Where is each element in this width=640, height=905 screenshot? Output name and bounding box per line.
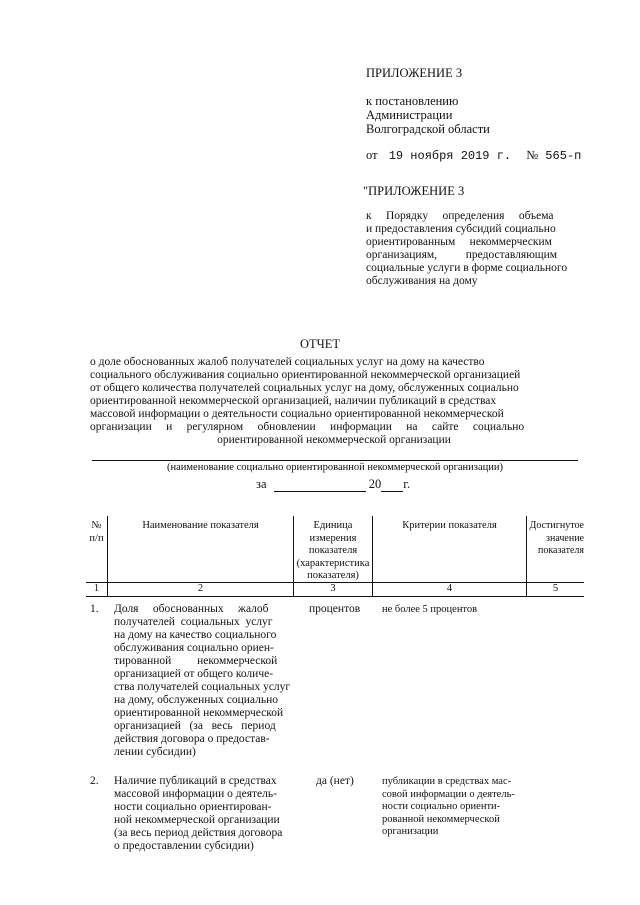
row-2-criteria-line: публикации в средствах мас- <box>382 776 512 787</box>
row-1-name-line: ориентированной некоммерческой <box>114 707 284 719</box>
appendix-3-quoted-title: "ПРИЛОЖЕНИЕ 3 <box>363 184 465 198</box>
header-name: Наименование показателя <box>142 520 259 531</box>
row-2-num: 2. <box>90 775 99 787</box>
row-1-name-line: на дому на качество социального <box>114 629 277 641</box>
row-2-name-line: массовой информации о деятель- <box>114 788 277 800</box>
subtitle-line: ориентированной некоммерческой организацией, наличии публикаций в средствах <box>90 395 497 407</box>
header-achieved-line: значение <box>546 532 584 544</box>
col-number: 4 <box>446 583 453 594</box>
header-unit-line: измерения <box>309 532 357 544</box>
row-1-num: 1. <box>90 603 99 615</box>
header-unit <box>294 520 372 583</box>
row-2-name-line: (за весь период действия договора <box>114 827 283 839</box>
resolution-date-line <box>366 148 581 163</box>
order-reference <box>366 210 578 288</box>
resolution-line: Администрации <box>366 108 453 122</box>
subtitle-line: от общего количества получателей социальных услуг на дому, обслуженных социально <box>90 382 519 394</box>
header-unit-line: показателя <box>308 545 358 556</box>
report-table-header <box>86 516 584 596</box>
report-period <box>256 477 410 492</box>
row-2-name-line: о предоставлении субсидии) <box>114 840 254 852</box>
col-number: 3 <box>330 583 336 594</box>
row-2-criteria-line: ности социально ориенти- <box>382 801 501 812</box>
subtitle-line: ориентированной некоммерческой организации <box>217 434 451 446</box>
header-unit-line: (характеристика <box>296 557 370 569</box>
row-2-criteria <box>382 776 515 839</box>
order-line: и предоставления субсидий социально <box>366 223 556 235</box>
header-achieved <box>528 520 584 558</box>
subtitle-line: социального обслуживания социально ориентированной некоммерческой организацией <box>90 369 521 381</box>
row-1-name <box>114 603 291 759</box>
number-value: 565-п <box>545 149 582 163</box>
row-2-criteria-line: рованной некоммерческой <box>382 813 500 825</box>
order-line: социальные услуги в форме социального <box>366 262 568 274</box>
col-number: 2 <box>197 583 204 594</box>
header-unit-line: показателя) <box>307 570 359 581</box>
org-name-caption: (наименование социально ориентированной некоммерческой организации) <box>167 462 503 473</box>
order-line: обслуживания на дому <box>366 275 478 287</box>
row-divider <box>86 596 584 597</box>
row-1-name-line: лении субсидии) <box>114 746 196 758</box>
row-1-name-line: Доля обоснованных жалоб <box>114 603 269 615</box>
subtitle-line: организации и регулярном обновлении информации на сайте социально <box>90 421 525 433</box>
col-number: 1 <box>93 583 100 594</box>
header-unit-line: Единица <box>313 520 353 531</box>
header-num-line: п/п <box>89 532 104 544</box>
period-year-blank <box>381 477 403 492</box>
row-2-name-line: ности социально ориентирован- <box>114 801 272 813</box>
org-name-line <box>92 460 578 461</box>
report-subtitle <box>90 356 578 447</box>
row-1-name-line: организацией (за весь период <box>114 720 276 732</box>
header-num-line: № <box>91 520 102 531</box>
row-1-name-line: организацией от общего количе- <box>114 668 274 680</box>
appendix-3-title: ПРИЛОЖЕНИЕ 3 <box>366 66 463 80</box>
period-blank <box>274 477 366 492</box>
row-2-name <box>114 775 291 853</box>
row-2-name-line: ной некоммерческой организации <box>114 814 280 826</box>
date-prefix: от <box>366 148 378 162</box>
header-achieved-line: Достигнутое <box>529 520 584 531</box>
header-achieved-line: показателя <box>537 545 584 556</box>
period-suffix: г. <box>403 477 411 491</box>
header-num <box>86 520 107 545</box>
row-1-name-line: ства получателей социальных услуг <box>114 681 291 693</box>
col-number: 5 <box>552 583 559 594</box>
resolution-line: к постановлению <box>366 94 459 108</box>
row-1-name-line: действия договора о предостав- <box>114 733 270 745</box>
subtitle-line: массовой информации о деятельности социально ориентированной некоммерческой <box>90 408 504 420</box>
row-1-name-line: обслуживания социально ориен- <box>114 642 274 654</box>
row-1-name-line: тированной некоммерческой <box>114 655 278 667</box>
period-year-prefix: 20 <box>368 477 382 491</box>
order-line: к Порядку определения объема <box>366 210 554 222</box>
row-1-name-line: на дому, обслуженных социально <box>114 694 278 706</box>
period-prefix: за <box>256 477 267 491</box>
row-1-unit: процентов <box>309 603 361 615</box>
header-criteria: Критерии показателя <box>402 520 497 531</box>
row-2-criteria-line: совой информации о деятель- <box>382 788 515 800</box>
subtitle-line: о доле обоснованных жалоб получателей социальных услуг на дому на качество <box>90 356 485 368</box>
resolution-line: Волгоградской области <box>366 122 490 136</box>
row-2-unit: да (нет) <box>316 775 354 787</box>
number-prefix: № <box>526 148 539 162</box>
row-1-name-line: получателей социальных услуг <box>114 616 273 628</box>
row-1-criteria: не более 5 процентов <box>382 604 478 615</box>
order-line: организациям, предоставляющим <box>366 249 558 261</box>
resolution-reference <box>366 94 490 136</box>
row-2-criteria-line: организации <box>382 826 439 837</box>
order-line: ориентированным некоммерческим <box>366 236 552 248</box>
report-title: ОТЧЕТ <box>299 337 341 351</box>
row-2-name-line: Наличие публикаций в средствах <box>114 775 277 787</box>
date-value: 19 ноября 2019 г. <box>388 149 512 163</box>
